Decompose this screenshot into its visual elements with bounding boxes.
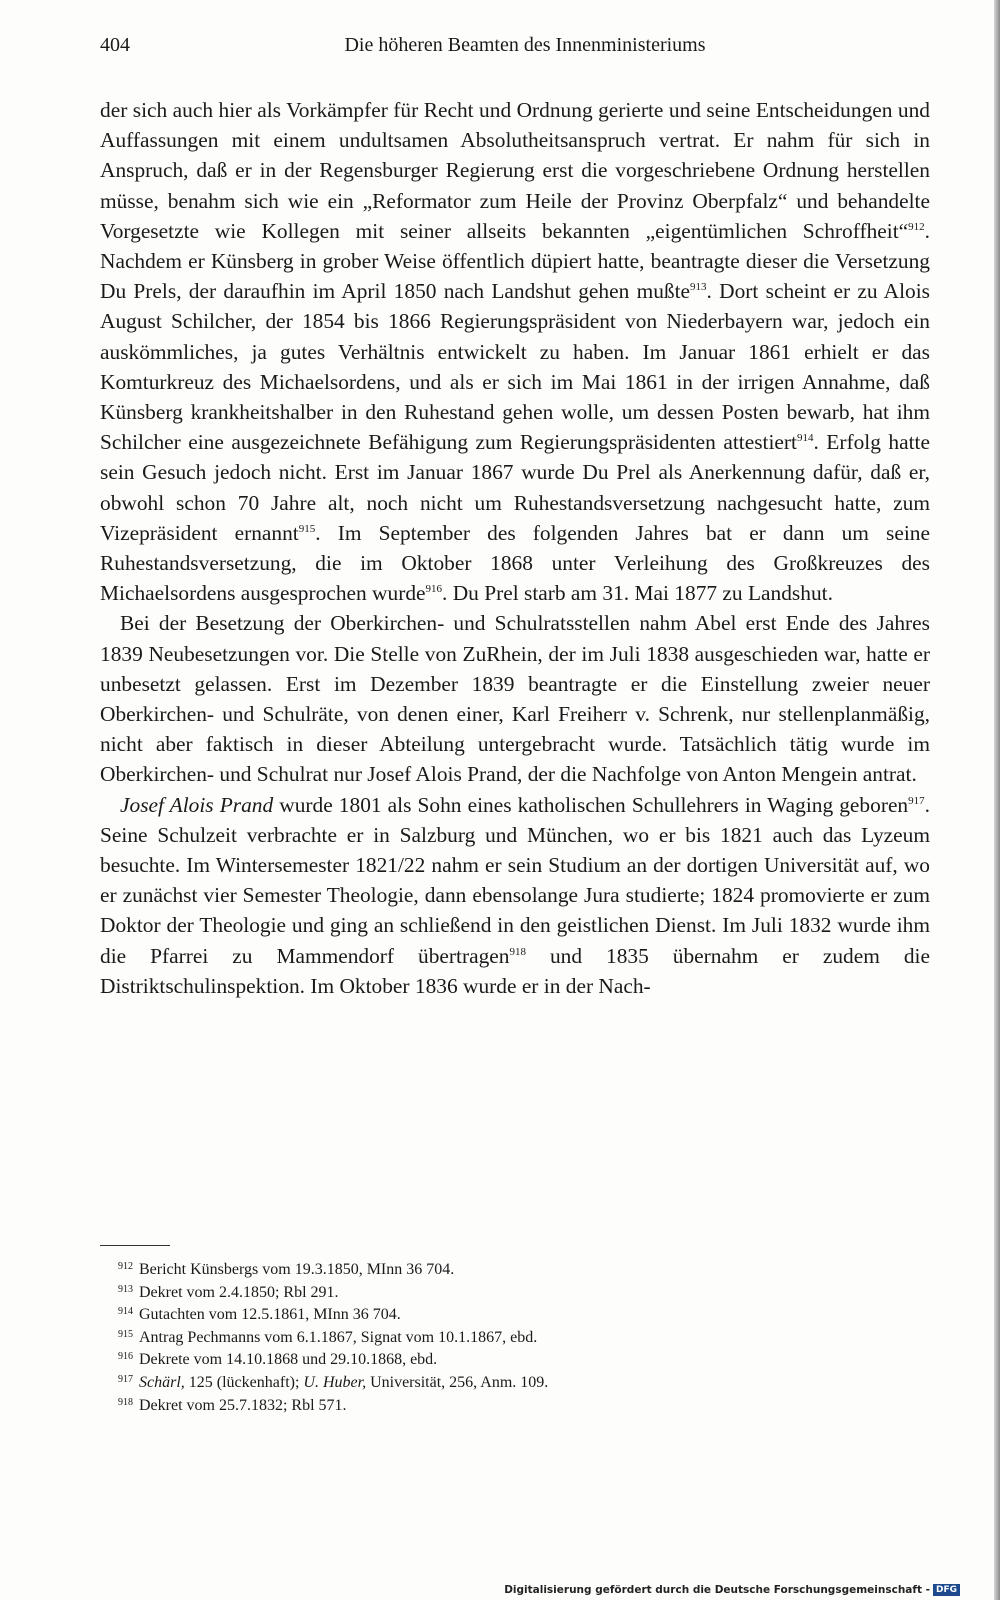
footnote: $^{914}$ Gutachten vom 12.5.1861, MInn 36 704.	[118, 1306, 401, 1324]
running-title: Die höheren Beamten des Innenministeriums	[344, 34, 706, 56]
credit-text: Digitalisierung gefördert durch die Deutsche Forschungsgemeinschaft -	[504, 1584, 930, 1596]
digitization-credit	[504, 1584, 960, 1596]
person-name: Josef Alois Prand	[120, 792, 274, 817]
footnote: $^{917}$ Schärl, 125 (lückenhaft); U. Huber, Universität, 256, Anm. 109.	[118, 1373, 549, 1391]
footnote: $^{916}$ Dekrete vom 14.10.1868 und 29.10.1868, ebd.	[118, 1351, 438, 1369]
footnote: $^{912}$ Bericht Künsbergs vom 19.3.1850, MInn 36 704.	[118, 1261, 455, 1278]
page-number: 404	[100, 34, 130, 56]
body-text	[100, 95, 930, 1001]
footnote-ref[interactable]: 918	[509, 945, 526, 958]
footnote-ref[interactable]: 915	[298, 522, 316, 535]
footnotes	[118, 1259, 930, 1417]
dfg-logo-icon: DFG	[933, 1584, 960, 1596]
paragraph-1: der sich auch hier als Vorkämpfer für Recht und Ordnung gerierte und seine Entscheidungen und Auffassungen mit einem undultsamen Absolutheitsanspruch vertrat. Er nahm für sich in Anspruch, daß er in der Regensburger Regierung erst die vorgeschriebene Ordnung herstellen müsse, benahm sich wie ein „Reformator zum Heile der Provinz Oberpfalz“ und behandelte Vorgesetzte wie Kollegen mit seiner allseits bekannten „eigentümlichen Schroffheit“$^{912}$. Nachdem er Künsberg in grober Weise öffentlich düpiert hatte, beantragte dieser die Versetzung Du Prels, der daraufhin im April 1850 nach Landshut gehen mußte$^{913}$. Dort scheint er zu Alois August Schilcher, der 1854 bis 1866 Regierungspräsident von Niederbayern war, jedoch ein auskömmliches, ja gutes Verhältnis entwickelt zu haben. Im Januar 1861 erhielt er das Komturkreuz des Michaelsordens, und als er sich im Mai 1861 in der irrigen Annahme, daß Künsberg krankheitshalber in den Ruhestand gehen wolle, um dessen Posten bewarb, hat ihm Schilcher eine ausgezeichnete Befähigung zum Regierungspräsidenten attestiert$^{914}$. Erfolg hatte sein Gesuch jedoch nicht. Erst im Januar 1867 wurde Du Prel als Anerkennung dafür, daß er, obwohl schon 70 Jahre alt, noch nicht um Ruhestandsversetzung nachgesucht hatte, zum Vizepräsident ernannt$^{915}$. Im September des folgenden Jahres bat er dann um seine Ruhestandsversetzung, die im Oktober 1868 unter Verleihung des Großkreuzes des Michaelsordens ausgesprochen wurde$^{916}$. Du Prel starb am 31. Mai 1877 zu Landshut.	[100, 98, 930, 606]
footnote-ref[interactable]: 912	[908, 220, 925, 233]
footnote-ref[interactable]: 917	[908, 794, 925, 807]
page-edge	[994, 0, 1000, 1600]
footnote-divider	[100, 1245, 170, 1246]
footnote: $^{913}$ Dekret vom 2.4.1850; Rbl 291.	[118, 1283, 339, 1301]
footnote-ref[interactable]: 916	[425, 583, 443, 596]
footnote-ref[interactable]: 914	[796, 432, 814, 445]
paragraph-2: Bei der Besetzung der Oberkirchen- und Schulratsstellen nahm Abel erst Ende des Jahres 1839 Neubesetzungen vor. Die Stelle von ZuRhein, der im Juli 1838 ausgeschieden war, hatte er unbesetzt gelassen. Erst im Dezember 1839 beantragte er die Einstellung zweier neuer Oberkirchen- und Schulräte, von denen einer, Karl Freiherr v. Schrenk, nur stellenplanmäßig, nicht aber faktisch in dieser Abteilung untergebracht wurde. Tatsächlich tätig wurde im Oberkirchen- und Schulrat nur Josef Alois Prand, der die Nachfolge von Anton Mengein antrat.	[100, 611, 930, 787]
footnote-ref[interactable]: 913	[690, 281, 707, 294]
footnote: $^{918}$ Dekret vom 25.7.1832; Rbl 571.	[118, 1396, 347, 1414]
footnote: $^{915}$ Antrag Pechmanns vom 6.1.1867, Signat vom 10.1.1867, ebd.	[118, 1328, 538, 1346]
page-header	[100, 30, 930, 60]
paragraph-3: Josef Alois Prand wurde 1801 als Sohn eines katholischen Schullehrers in Waging geboren$^{917}$. Seine Schulzeit verbrachte er in Salzburg und München, wo er bis 1821 auch das Lyzeum besuchte. Im Wintersemester 1821/22 nahm er sein Studium an der dortigen Universität auf, wo er zunächst vier Semester Theologie, dann ebensolange Jura studierte; 1824 promovierte er zum Doktor der Theologie und ging an schließend in den geistlichen Dienst. Im Juli 1832 wurde ihm die Pfarrei zu Mammendorf übertragen$^{918}$ und 1835 übernahm er zudem die Distriktschulinspektion. Im Oktober 1836 wurde er in der Nach-	[100, 792, 930, 998]
